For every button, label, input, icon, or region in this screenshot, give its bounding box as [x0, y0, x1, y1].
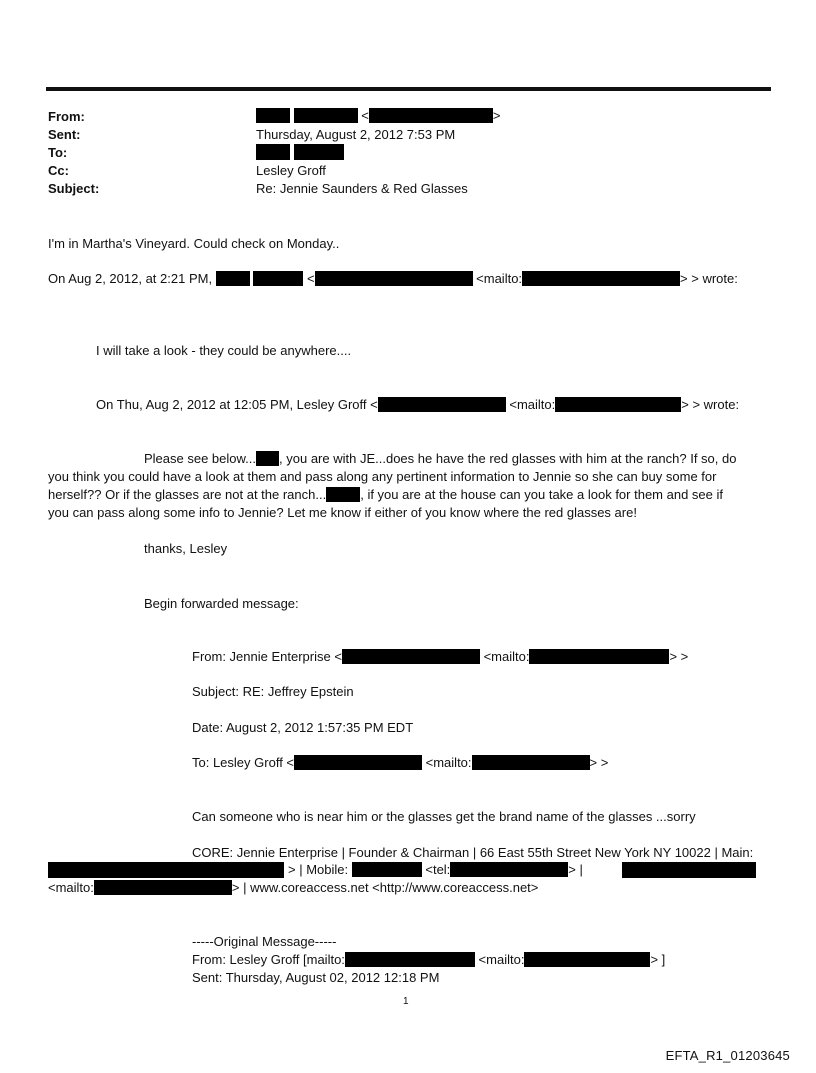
redaction: [522, 271, 680, 286]
quote-header: On Thu, Aug 2, 2012 at 12:05 PM, Lesley Groff < <mailto: > > wrote:: [96, 397, 740, 412]
document-id: EFTA_R1_01203645: [665, 1048, 790, 1063]
redaction: [524, 952, 650, 967]
sent-label: Sent:: [48, 127, 81, 142]
fwd-message: Can someone who is near him or the glasses get the brand name of the glasses ...sorry: [192, 809, 696, 824]
redaction: [256, 451, 279, 466]
redaction: [342, 649, 480, 664]
redaction: [294, 108, 358, 123]
body-line: I will take a look - they could be anywhere....: [96, 343, 352, 358]
body-line: I'm in Martha's Vineyard. Could check on Monday..: [48, 236, 340, 251]
from-value: < >: [256, 108, 500, 124]
body-paragraph-line: you think you could have a look at them and pass along any pertinent information to Jennie so she can buy some for: [48, 469, 717, 484]
fwd-from: From: Jennie Enterprise < <mailto: > >: [192, 649, 689, 664]
redaction: [529, 649, 669, 664]
redaction: [94, 880, 232, 895]
redaction: [352, 862, 422, 877]
from-label: From:: [48, 109, 85, 124]
subject-label: Subject:: [48, 181, 100, 196]
fwd-to: To: Lesley Groff < <mailto: > >: [192, 755, 609, 770]
redaction: [253, 271, 303, 286]
redaction: [294, 144, 344, 160]
redaction: [48, 862, 284, 878]
to-label: To:: [48, 145, 68, 160]
redaction: [378, 397, 506, 412]
signature-line: <mailto: > | www.coreaccess.net <http://www.coreaccess.net>: [48, 880, 539, 895]
redaction: [345, 952, 475, 967]
body-paragraph-line: herself?? Or if the glasses are not at the ranch... , if you are at the house can you take a look for them and see if: [48, 487, 723, 502]
fwd-date: Date: August 2, 2012 1:57:35 PM EDT: [192, 720, 414, 735]
header-rule: [46, 87, 771, 91]
redaction: [450, 862, 568, 877]
cc-value: Lesley Groff: [256, 163, 326, 178]
signature-line: CORE: Jennie Enterprise | Founder & Chairman | 66 East 55th Street New York NY 10022 | Main:: [192, 845, 754, 860]
orig-sent: Sent: Thursday, August 02, 2012 12:18 PM: [192, 970, 440, 985]
subject-value: Re: Jennie Saunders & Red Glasses: [256, 181, 468, 196]
redaction: [622, 862, 756, 878]
quote-header: On Aug 2, 2012, at 2:21 PM, < <mailto: > > wrote:: [48, 271, 738, 286]
forward-intro: Begin forwarded message:: [144, 596, 299, 611]
redaction: [294, 755, 422, 770]
signoff: thanks, Lesley: [144, 541, 228, 556]
redaction: [555, 397, 681, 412]
page-number: 1: [403, 996, 409, 1007]
orig-from: From: Lesley Groff [mailto: <mailto: > ]: [192, 952, 666, 967]
redaction: [315, 271, 473, 286]
body-paragraph-line: you can pass along some info to Jennie? Let me know if either of you know where the red glasses are!: [48, 505, 637, 520]
cc-label: Cc:: [48, 163, 69, 178]
redaction: [369, 108, 493, 123]
signature-line: > | Mobile: <tel: > |: [288, 862, 583, 877]
redaction: [472, 755, 590, 770]
fwd-subject: Subject: RE: Jeffrey Epstein: [192, 684, 354, 699]
sent-value: Thursday, August 2, 2012 7:53 PM: [256, 127, 456, 142]
redaction: [256, 144, 290, 160]
redaction: [216, 271, 250, 286]
redaction: [256, 108, 290, 123]
body-paragraph-line: Please see below... , you are with JE...does he have the red glasses with him at the ranch? If so, do: [144, 451, 737, 466]
original-message-divider: -----Original Message-----: [192, 934, 337, 949]
redaction: [326, 487, 360, 502]
